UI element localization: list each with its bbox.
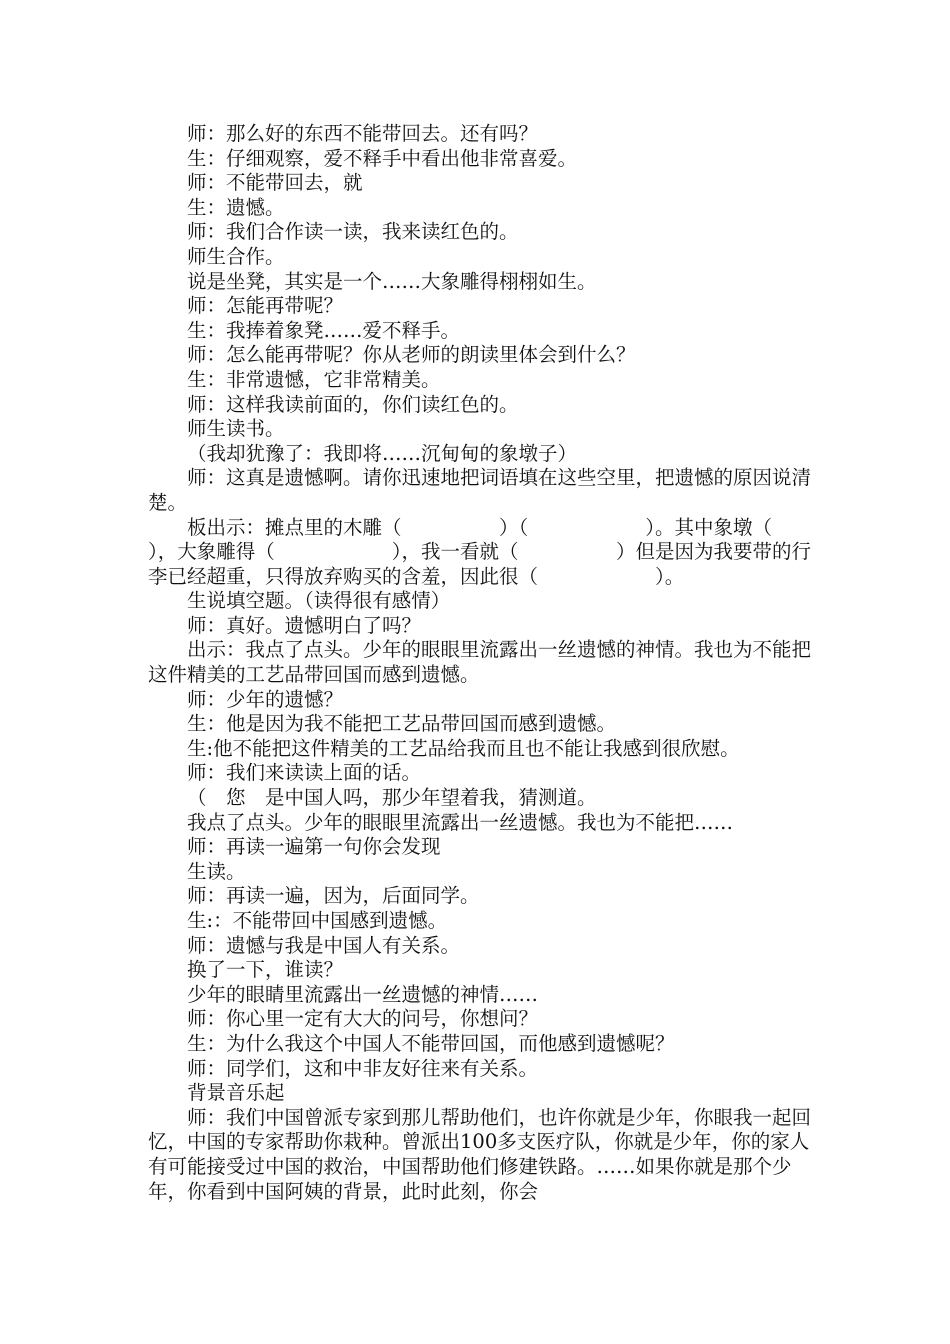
paragraph: 师：你心里一定有大大的问号，你想问？ [187, 1007, 539, 1031]
paragraph: 板出示：摊点里的木雕（ ）（ ）。其中象墩（ ），大象雕得（ ），我一看就（ ）但是因为我要带的行李已经超重，只得放弃购买的含羞，因此很（ ）。 [148, 515, 812, 588]
paragraph: 师：那么好的东西不能带回去。还有吗？ [187, 122, 539, 145]
paragraph: 生：他是因为我不能把工艺品带回国而感到遗憾。 [187, 712, 617, 736]
paragraph: 生：非常遗憾，它非常精美。 [187, 367, 441, 391]
paragraph: 出示：我点了点头。少年的眼眼里流露出一丝遗憾的神情。我也为不能把这件精美的工艺品带回国而感到遗憾。 [148, 638, 812, 687]
paragraph: 生说填空题。（读得很有感情） [187, 589, 451, 613]
paragraph: 师：怎么能再带呢？你从老师的朗读里体会到什么？ [187, 343, 636, 367]
paragraph: 我点了点头。少年的眼眼里流露出一丝遗憾。我也为不能把…… [187, 810, 734, 834]
paragraph: 师：真好。遗憾明白了吗？ [187, 613, 422, 637]
paragraph: 师：这样我读前面的，你们读红色的。 [187, 392, 519, 416]
paragraph: 生：我捧着象凳……爱不释手。 [187, 318, 461, 342]
paragraph: 师：我们合作读一读，我来读红色的。 [187, 220, 519, 244]
paragraph: 换了一下，谁读？ [187, 958, 344, 982]
paragraph: 说是坐凳，其实是一个……大象雕得栩栩如生。 [187, 269, 597, 293]
document-body [148, 122, 814, 1204]
paragraph: 师：再读一遍第一句你会发现 [187, 835, 441, 859]
paragraph: 师：我们中国曾派专家到那儿帮助他们，也许你就是少年，你眼我一起回忆，中国的专家帮助你栽种。曾派出100多支医疗队，你就是少年，你的家人有可能接受过中国的救治，中国帮助他们修建铁路。……如果你就是那个少年，你看到中国阿姨的背景，此时此刻，你会 [148, 1105, 812, 1203]
paragraph: 生：仔细观察，爱不释手中看出他非常喜爱。 [187, 146, 578, 170]
paragraph: 师：这真是遗憾啊。请你迅速地把词语填在这些空里，把遗憾的原因说清楚。 [148, 466, 812, 514]
paragraph: 师生合作。 [187, 244, 285, 268]
paragraph: 师：遗憾与我是中国人有关系。 [187, 933, 461, 957]
paragraph: 生：遗憾。 [187, 195, 285, 219]
paragraph: 生:他不能把这件精美的工艺品给我而且也不能让我感到很欣慰。 [187, 736, 740, 760]
paragraph: 师：少年的遗憾？ [187, 687, 344, 711]
paragraph: 少年的眼睛里流露出一丝遗憾的神情…… [187, 982, 539, 1006]
paragraph: 师：同学们，这和中非友好往来有关系。 [187, 1056, 539, 1080]
paragraph: 师生读书。 [187, 417, 285, 441]
paragraph: 生读。 [187, 859, 246, 883]
paragraph: 生:：不能带回中国感到遗憾。 [187, 909, 448, 932]
paragraph: 师：再读一遍，因为，后面同学。 [187, 884, 480, 908]
paragraph: 师：我们来读读上面的话。 [187, 761, 422, 785]
paragraph: 师：怎能再带呢？ [187, 294, 344, 318]
paragraph: 师：不能带回去，就 [187, 171, 363, 195]
paragraph: 生：为什么我这个中国人不能带回国，而他感到遗憾呢？ [187, 1031, 675, 1055]
paragraph: 背景音乐起 [187, 1081, 285, 1105]
paragraph: （我却犹豫了：我即将……沉甸甸的象墩子） [187, 441, 578, 465]
paragraph: （ 您 是中国人吗，那少年望着我，猜测道。 [187, 786, 597, 810]
